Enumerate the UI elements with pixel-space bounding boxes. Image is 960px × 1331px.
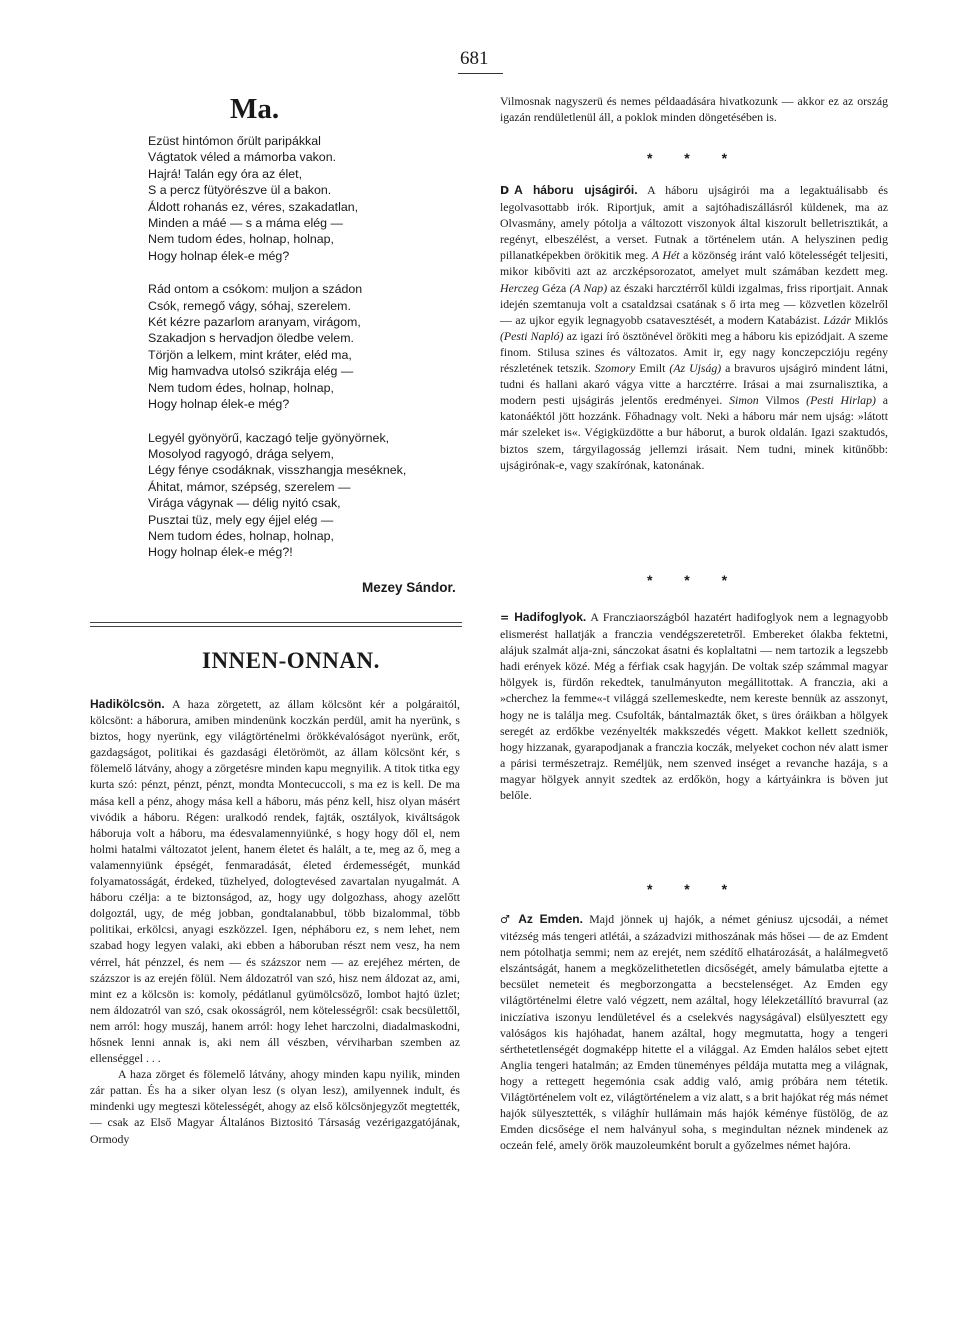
article-italic-text: Lázár <box>823 312 852 327</box>
poem-line: Két kézre pazarlom aranyam, virágom, <box>148 315 361 330</box>
article-paragraph <box>500 609 888 803</box>
poem-line: Virága vágynak — délig nyitó csak, <box>148 496 341 511</box>
poem-line: Szakadjon s hervadjon öledbe velem. <box>148 331 354 346</box>
poem-line: Hogy holnap élek-e még? <box>148 397 290 412</box>
article-paragraph <box>500 182 888 473</box>
poem-line: Legyél gyönyörű, kaczagó telje gyönyörnek, <box>148 430 390 445</box>
stars-divider: * * * <box>646 572 742 588</box>
article-paragraph: A haza zörget és fölemelő látvány, ahogy minden kapu nyilik, minden zár pattan. És ha a siker olyan lesz (s olyan lesz), amilyennek indult, és mindenki ugy megteszi kötelességét, ahogy az első kölcsönjegyzőt megtették, — csak az Első Magyar Általános Biztositó Társaság vezérigazgatójának, Ormody <box>90 1067 460 1146</box>
poem-line: Légy fénye csodáknak, visszhangja meséknek, <box>148 463 407 478</box>
article-text: az igazi író ösztönével örökiti meg a háboru kis epizódjait. A szeme finom. Stilusa szines és változatos. Amit ir, egy nagy konczepczióju regény részletének tetszik. <box>500 328 888 376</box>
article-italic-text: (Az Ujság) <box>669 361 722 376</box>
article-italic-text: Szomory <box>594 361 636 376</box>
page-number-rule <box>458 73 503 74</box>
article-hadifoglyok <box>500 609 888 803</box>
article-paragraph: Vilmosnak nagyszerü és nemes példaadására hivatkozunk — akkor ez az ország igazán rendületlenül áll, a poklok minden döngetésében is. <box>500 94 888 125</box>
article-hadikolcson <box>90 696 460 1147</box>
article-italic-text: (Pesti Napló) <box>500 328 564 343</box>
section-emblem-icon: = <box>500 611 510 624</box>
article-text: az északi harcztérről küldi izgalmas, friss riportjait. Annak idején szemtanuja volt a csataldzsai csatának s ő irta meg — közvetlen közelről — az ujkor egyik legnagyobb csatavesztését, a modern Katabázist. <box>500 280 888 327</box>
poem-author: Mezey Sándor. <box>362 580 456 595</box>
article-lead: A háboru ujságirói. <box>514 183 638 197</box>
poem-line: Nem tudom édes, holnap, holnap, <box>148 380 334 395</box>
poem-line: Áhitat, mámor, szépség, szerelem — <box>148 479 351 494</box>
article-lead: Hadikölcsön. <box>90 697 165 711</box>
article-continuation <box>500 93 888 125</box>
poem-line: Áldott rohanás ez, véres, szakadatlan, <box>148 199 359 214</box>
poem-line: Pusztai tüz, mely egy éjjel elég — <box>148 512 334 527</box>
article-lead: Az Emden. <box>518 912 583 926</box>
article-italic-text: Herczeg <box>500 280 539 295</box>
poem-line: Rád ontom a csókom: muljon a szádon <box>148 282 363 297</box>
article-lead: Hadifoglyok. <box>514 610 587 624</box>
article-text: Majd jönnek uj hajók, a német géniusz ujcsodái, a német vitézség más tengeri atlétái, a századvizi mithoszának más hősei — de az Emdent nem pótolhatja semmi; nem az erejét, nem szédítő elhatározását, a halálmegvető elszántságát, hanem a megközelithetetlen dicsőségét, amely bámulatba ejtette a becsület nemeteit és megborzongatta a becstelenséget. Az Emden egy világtörténelmi életre való végzett, nem azáltal, hogy lélekzetállító bravurral (az iniczíativa iszonyu lendületével és a cselekvés nagyságával) elsülyesztett egy valóságos kis hajóhadat, hanem azáltal, hogy megmutatta, hogy a tengeri sérthetetlenségét dogmaképp hitette el a világgal. Az Emden halálos sebet ejtett Anglia tengeri hatalmán; az Emden tüneményes példája mutatta meg a világnak, hogy a rettegett hegemónia csak addig való, amig próbára nem tétetik. Világtörténelem volt ez, világtörténelem a viz alatt, s a brit hajókat rég más német hajók sülyesztették, s világhír hullámain más hajók kéménye füstölög, de az Emden dicsősége el nem halványul soha, s megindultan néznek mindenek az oczeán felé, amely örök mauzoleumként borult a győzelmes német hajóra. <box>500 912 888 1153</box>
stars-divider: * * * <box>646 150 742 166</box>
poem-line: Ezüst hintómon őrült paripákkal <box>148 134 321 148</box>
article-text: a katonáéktól jött hozzánk. Főhadnagy volt. Neki a háboru már nem ujság: »látott már szeleket is«. Végigküzdötte a bur háborut, a burok oldalán. Igazi szaktudós, biztos szem, tárgyilagosság jellemzi irásait. Nem tudni, minek kitünőbb: ujságirónak-e, vagy szakírónak, katonának. <box>500 393 889 472</box>
article-text: a bravuros ujságiró mindent látni, tudni és hallani akaró vágya vitte a harcztérre. Irásai a mai zsurnalisztika, a modern pesti ujságirás jelentős eredményei. <box>500 361 888 408</box>
poem-line: Mig hamvadva utolsó szikrája elég — <box>148 364 354 379</box>
section-emblem-icon: D <box>500 184 510 197</box>
article-text: A háboru ujságirói ma a legaktuálisabb és legolvasottabb irók. Riportjuk, amit a sajtóhadiszállásról küldenek, ma az Olvasmány, amely pótolja a változott viszonyok által kiszorult belletrisztikát, a regényt, elbeszélést, a verset. Futnak a történelem után. A helyszinen pedig pillanatképekben örökitik meg. <box>500 183 889 263</box>
section-divider-top <box>90 622 462 623</box>
article-text: Géza <box>538 280 570 295</box>
poem-line: Hogy holnap élek-e még?! <box>148 545 293 560</box>
section-title: INNEN-ONNAN. <box>202 648 380 673</box>
article-text: Vilmos <box>758 393 807 408</box>
article-text: A haza zörgetett, az állam kölcsönt kér a polgáraitól, kölcsönt: a háborura, amiben mindenünk koczkán perdül, amit ha nyerünk, s biztos, hogy nyerünk, egy világtörténelmi örökkévalóságot nyerünk, erőt, gazdagságot, politikai és gazdasági életörömöt, az állam kölcsönt kér, s fölemelő látvány, ahogy a zörgetésre minden kapu megnyilik. A titok titka egy kurta szó: pénzt, pénzt, pénzt, mondta Montecuccoli, s ma ez is kell. De ma mása kell a pénz, ahogy mása kell a háboru, más pénz kell, hisz olyan másért vivódik a háboru. Régen: uralkodó rendek, fajták, osztályok, kiváltságok háboruja volt a háboru, ma édesvalamennyiünké, s hogy hogy dől el, nem holmi hatalmi változatot jelent, hanem életet és halált, a te, meg az ő, meg a valamennyiünk épségét, fenmaradását, életed érdemességét, munkád folyamatosságát, érdeked, tüzhelyed, dologtevésed zavartalan nyugalmát. A háboru czélja: a te biztonságod, az, hogy ugy dolgozhass, ahogy azelőtt dolgoztál, ugy, de még jobban, gondtalanabbul, több bizalommal, több politikai, erkölcsi, anyagi eszközzel. Igen, népháboru ez, s nem lehet, nem szabad hogy legyen valaki, aki ebben a háboruban részt nem vesz, ha nem vérrel, hát pénzzel, és nem — és százszor nem — az erejéhez mérten, de százszor is az erején fölül. Nem áldozatról van szó, hisz nem áldozat az, ami, mint ez a kölcsön is: komoly, pédátlanul gyümölcsöző, lombot hajtó üzlet; nem áldozatról van szó, csak okosságról, nem kötelességről: csak becsülettől, nem arról: hogy muszáj, hanem arról: hogy lehet harczolni, diadalmaskodni, hősnek lenni annak is, aki nem áll vészben, vérviharban szemben az ellenséggel . . . <box>90 697 460 1066</box>
poem-line: Mosolyod ragyogó, drága selyem, <box>148 446 334 461</box>
poem-stanza <box>148 430 468 561</box>
article-war-correspondents <box>500 182 888 473</box>
poem-line: Nem tudom édes, holnap, holnap, <box>148 528 334 543</box>
article-italic-text: A Hét <box>651 248 680 263</box>
article-paragraph <box>500 911 888 1153</box>
poem-line: Hajrá! Talán egy óra az élet, <box>148 166 303 181</box>
poem-line: Hogy holnap élek-e még? <box>148 248 290 263</box>
article-paragraph <box>90 696 460 1066</box>
poem-line: Törjön a lelkem, mint kráter, eléd ma, <box>148 347 352 362</box>
article-text: a közönség iránt való kötelességét teljesiti, mikor kibőviti azt az arczképsorozatot, amelyet mult számában kezdett meg. <box>500 248 889 279</box>
poem-line: Nem tudom édes, holnap, holnap, <box>148 232 334 247</box>
article-italic-text: Simon <box>729 393 759 408</box>
article-text: A Francziaországból hazatért hadifoglyok nem a legnagyobb elismerést hallatják a franczia vendégszeretetről. Embereket ólakba fektetni, alájuk szalmát alja-zni, sánczokat ásatni és koplaltatni — nem tartozik a legszebb hadi erények közé. Még a férfiak csak hagyján. De voltak szép számmal magyar hölgyek is, fürdőn rekedtek, tanulmányuton megállitottak. A franczia, aki a »cherchez la femme«-t világgá szellemeskedte, nem kereste bennük az asszonyt, hogy ne is találja meg. Csufolták, bántalmazták őket, s üres óráikban a hölgyek seregét az erdőkbe vezényelték makkszedés végett. Makkot kellett szedniök, hogy hizzanak, gyarapodjanak a franczia koczák, melyeket cochon név alatt ismer a párisi természetrajz. Reméljük, nem szenved inséget a revanche hazája, s a magyar hölgyek annyit szedtek az erdőkön, hogy a kártyáinkra is böven jut belőle. <box>500 610 888 803</box>
poem-line: Minden a máé — s a máma elég — <box>148 216 343 231</box>
poem-line: Csók, remegő vágy, sóhaj, szerelem. <box>148 298 351 313</box>
poem-line: Vágtatok véled a mámorba vakon. <box>148 150 337 165</box>
poem <box>148 133 468 578</box>
section-divider-bottom <box>90 626 462 627</box>
article-text: Miklós <box>851 312 888 327</box>
article-italic-text: (Pesti Hirlap) <box>806 393 876 408</box>
poem-stanza <box>148 281 468 412</box>
stars-divider: * * * <box>646 881 742 897</box>
poem-title: Ma. <box>230 93 280 125</box>
page-number: 681 <box>460 48 489 69</box>
poem-line: S a percz fütyörészve ül a bakon. <box>148 183 332 198</box>
article-emden <box>500 911 888 1153</box>
article-italic-text: (A Nap) <box>569 280 608 295</box>
section-emblem-icon: ♂ <box>500 913 514 926</box>
article-text: Emilt <box>635 361 670 376</box>
poem-stanza <box>148 133 468 264</box>
